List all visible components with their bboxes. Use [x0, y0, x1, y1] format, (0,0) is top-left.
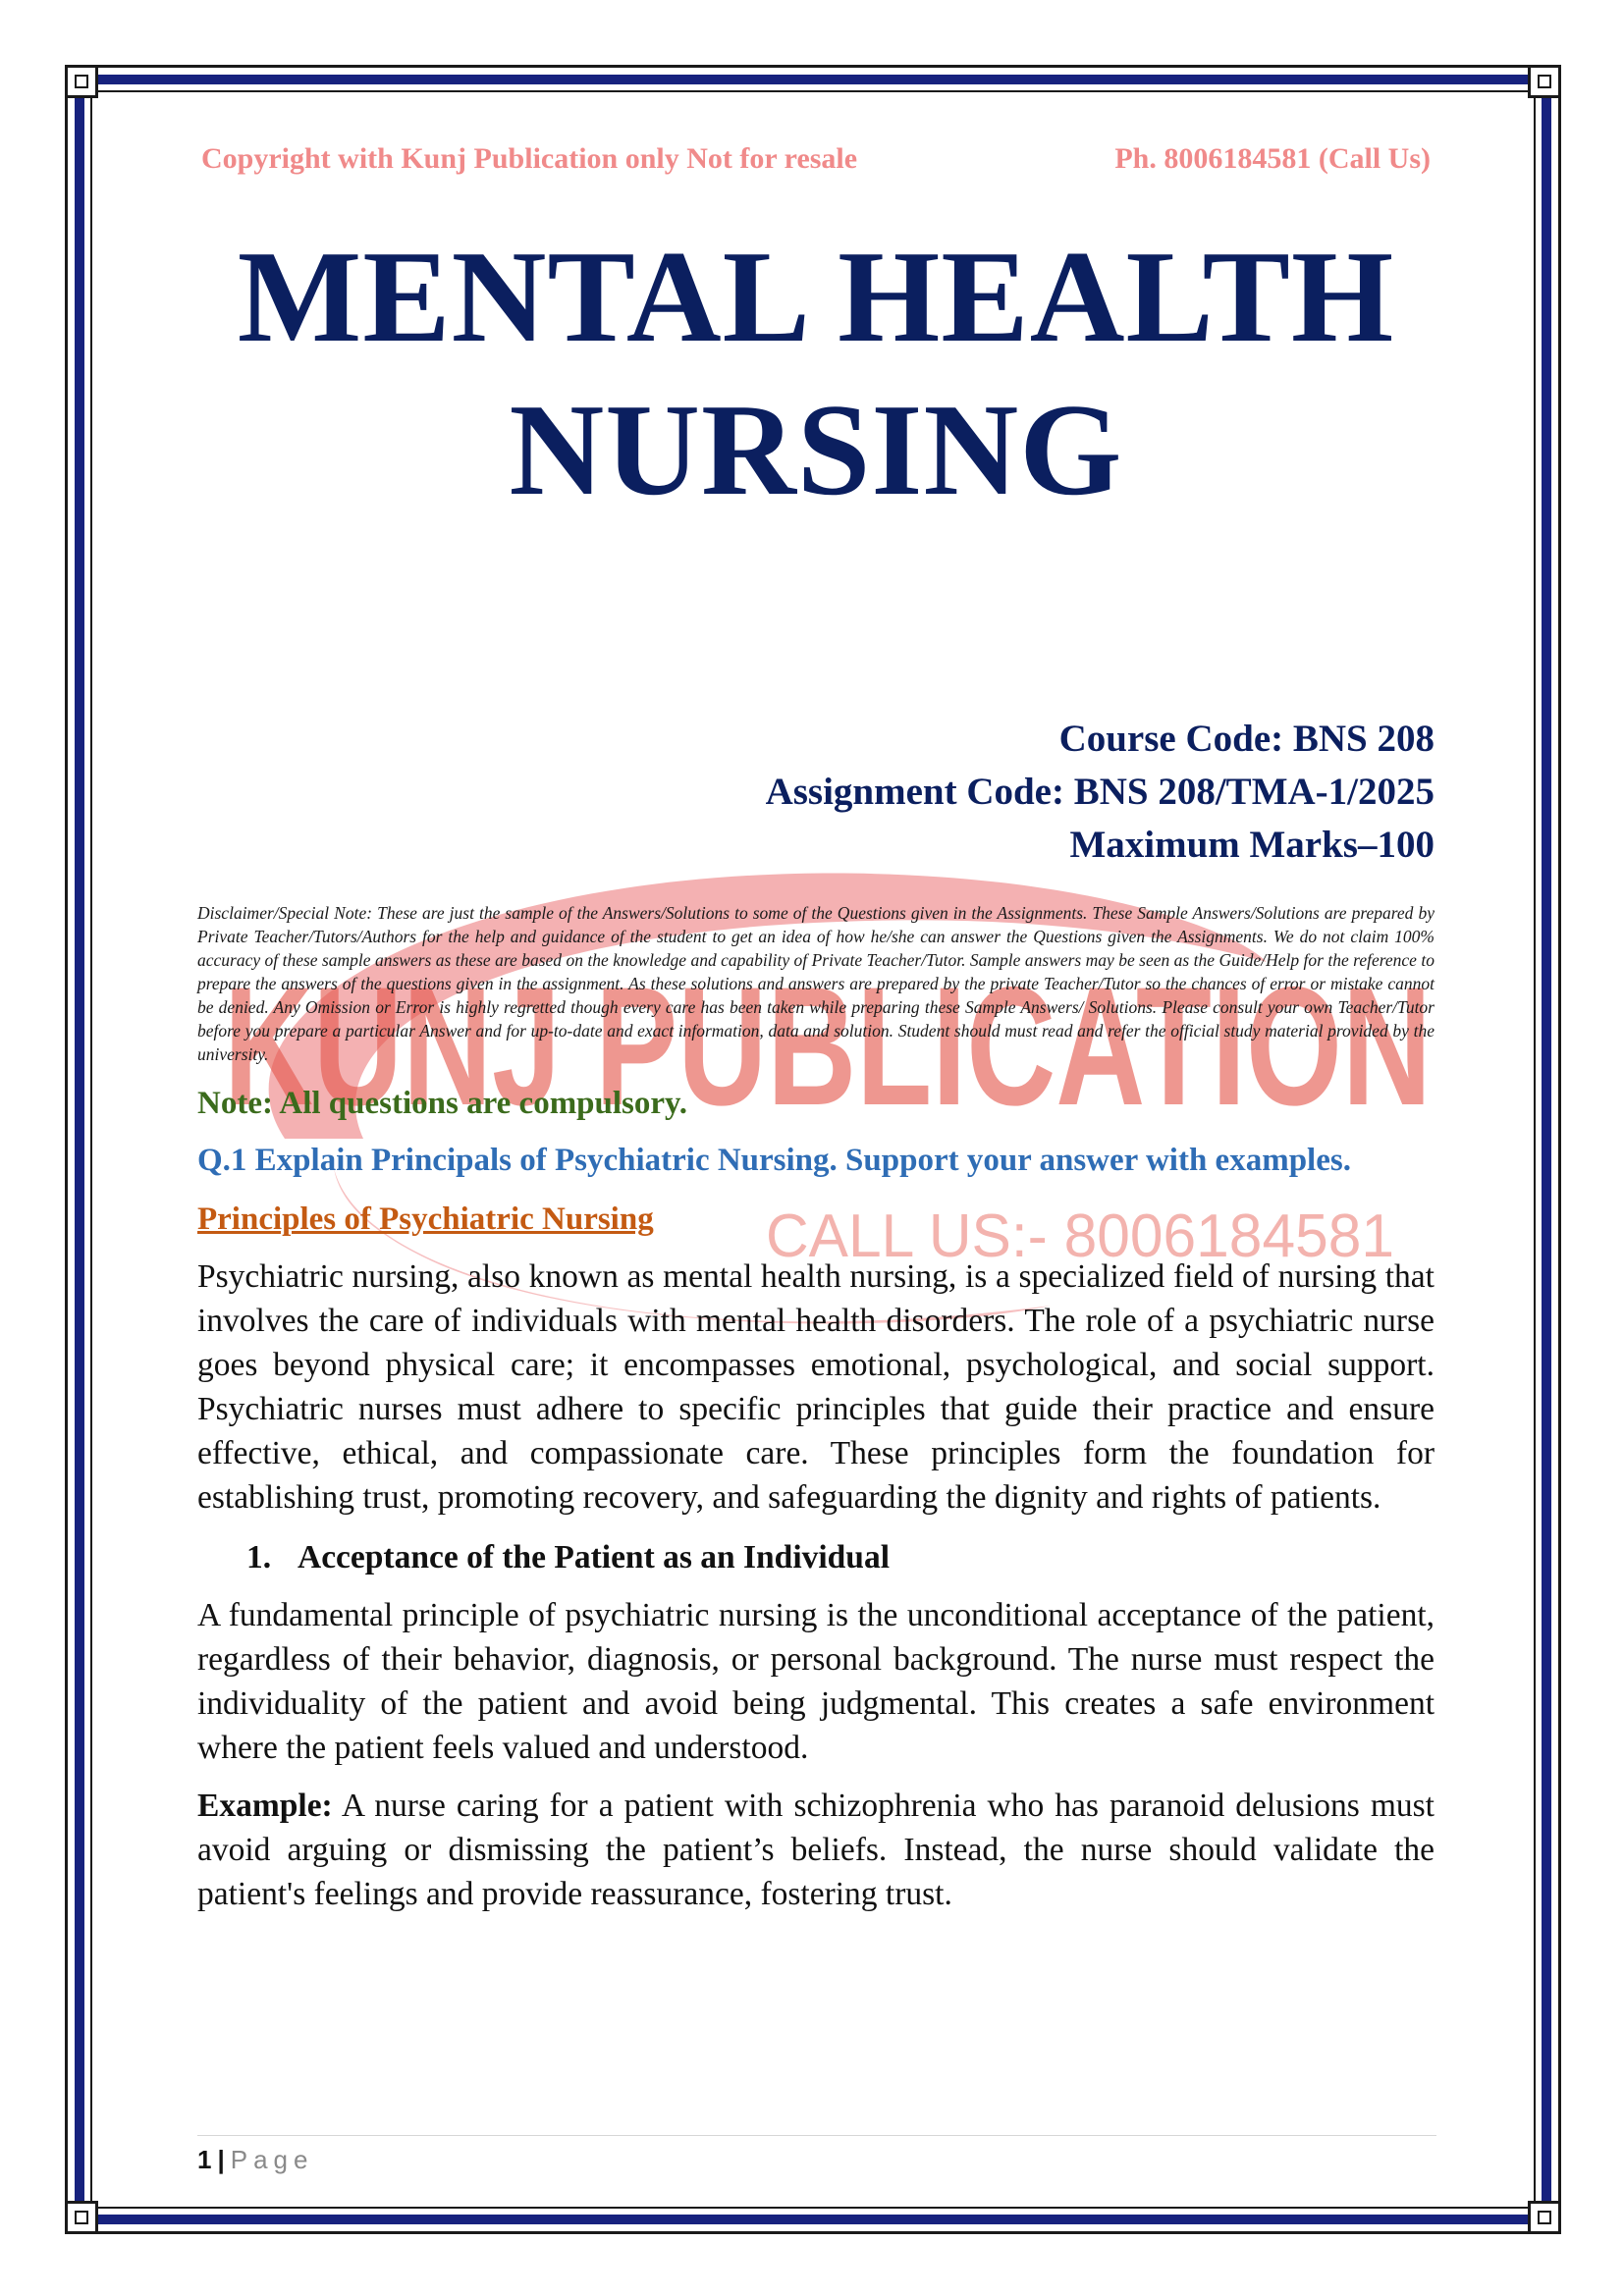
document-title: [197, 220, 1435, 526]
disclaimer-note: Disclaimer/Special Note: These are just the sample of the Answers/Solutions to some of the Questions given in the Assignments. These Sample Answers/Solutions are prepared by Private Teacher/Tutors/Authors for the help and guidance of the student to get an idea of how he/she can answer the Questions given the Assignments. We do not claim 100% accuracy of these sample answers as these are based on the knowledge and capability of Private Teacher/Tutor. Sample answers may be seen as the Guide/Help for the reference to prepare the answers of the questions given in the assignment. As these solutions and answers are prepared by the private Teacher/Tutor so the chances of error or mistake cannot be denied. Any Omission or Error is highly regretted though every care has been taken while preparing these Sample Answers/ Solutions. Please consult your own Teacher/Tutor before you prepare a particular Answer and for up-to-date and exact information, data and solution. Student should must read and refer the official study material provided by the university.: [197, 903, 1435, 1064]
border-corner-ornament: [1528, 2201, 1561, 2234]
principle-title: Acceptance of the Patient as an Individual: [298, 1539, 890, 1575]
assignment-code: Assignment Code: BNS 208/TMA-1/2025: [765, 771, 1435, 813]
example-paragraph: [197, 1784, 1435, 1916]
title-line-2: NURSING: [509, 377, 1123, 522]
copyright-notice: Copyright with Kunj Publication only Not for resale: [201, 142, 858, 175]
watermark-call-text: CALL US:- 8006184581: [766, 1202, 1394, 1270]
title-line-1: MENTAL HEALTH: [237, 224, 1395, 369]
page-label: Page: [230, 2145, 314, 2174]
page-number: 1: [197, 2145, 212, 2174]
question-1: Q.1 Explain Principals of Psychiatric Nursing. Support your answer with examples.: [197, 1143, 1351, 1178]
copyright-header: [197, 137, 1435, 181]
principle-number: 1.: [246, 1539, 272, 1575]
course-info: [197, 713, 1435, 872]
border-corner-ornament: [65, 2201, 98, 2234]
border-corner-ornament: [65, 65, 98, 98]
page-footer: [197, 2142, 313, 2177]
example-label: Example:: [197, 1788, 333, 1824]
compulsory-note: Note: All questions are compulsory.: [197, 1086, 687, 1121]
watermark-brand-text: KUNJ PUBLICATION: [224, 952, 1432, 1141]
page-content: [197, 137, 1435, 1916]
footer-separator: |: [217, 2145, 225, 2174]
border-corner-ornament: [1528, 65, 1561, 98]
principle-paragraph: A fundamental principle of psychiatric nursing is the unconditional acceptance of the patient, regardless of their behavior, diagnosis, or personal background. The nurse must respect the individuality of the patient and avoid being judgmental. This creates a safe environment where the patient feels valued and understood.: [197, 1597, 1435, 1766]
section-heading: Principles of Psychiatric Nursing: [197, 1201, 654, 1237]
course-code: Course Code: BNS 208: [1058, 718, 1435, 760]
phone-number: Ph. 8006184581 (Call Us): [1114, 142, 1431, 175]
example-text: A nurse caring for a patient with schizophrenia who has paranoid delusions must avoid arguing or dismissing the patient’s beliefs. Instead, the nurse should validate the patient's feelings and provide reassurance, fostering trust.: [197, 1788, 1435, 1912]
maximum-marks: Maximum Marks–100: [1069, 824, 1435, 866]
intro-paragraph: Psychiatric nursing, also known as mental health nursing, is a specialized field of nursing that involves the care of individuals with mental health disorders. The role of a psychiatric nurse goes beyond physical care; it encompasses emotional, psychological, and social support. Psychiatric nurses must adhere to specific principles that guide their practice and ensure effective, ethical, and compassionate care. These principles form the foundation for establishing trust, promoting recovery, and safeguarding the dignity and rights of patients.: [197, 1258, 1435, 1516]
principle-heading: [246, 1535, 1435, 1579]
footer-divider: [197, 2135, 1436, 2136]
